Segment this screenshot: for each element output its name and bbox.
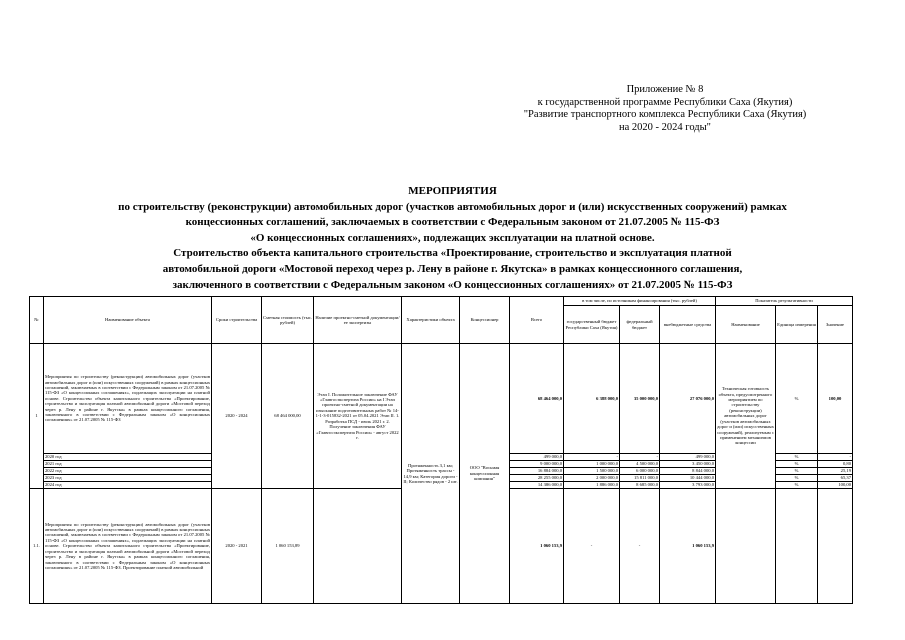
- year-value: 25,19: [818, 468, 853, 475]
- year-extra: 8 844 000,0: [660, 468, 716, 475]
- header-ind-name: Наименование: [716, 306, 776, 344]
- row-total: 1 060 153,9: [510, 489, 564, 604]
- row-state: 6 388 000,0: [564, 344, 620, 454]
- row-name: Мероприятия по строительству (реконструкции) автомобильных дорог (участков автомобильных дорог и (или) искусственных сооружений) в рамках концессионных соглашений, заключаемых в соответствии с Федеральным законом от 21.07.2005 № 115-ФЗ «О концессионных соглашениях», подлежащих эксплуатации на платной основе. Строительство объекта капитального строительства «Проектирование, строительство и эксплуатация платной автомобильной дороги «Мостовой переход через р. Лену в районе г. Якутска» в рамках концессионного соглашения, заключенного в соответствии с Федеральным законом «О концессионных соглашениях» от 21.07.2005 № 115-ФЗ: [44, 344, 212, 454]
- row-ind-name: Техническая готовность объекта, предусмотренного мероприятием по строительству (реконструкции) автомобильных дорог (участков автомобильных дорог и (или) искусственных сооружений), реализуемым с применением механизмов концессии: [716, 344, 776, 489]
- title-line: МЕРОПРИЯТИЯ: [408, 185, 497, 197]
- year-state: -: [564, 454, 620, 461]
- header-value: Значение: [818, 306, 853, 344]
- year-total: 28 255 000,0: [510, 475, 564, 482]
- header-indicators: Показатель результативности: [716, 297, 853, 306]
- year-label: 2020 год: [44, 454, 212, 461]
- row-cost: 68 464 000,00: [262, 344, 314, 489]
- header-chars: Характеристики объекта: [402, 297, 460, 344]
- header-term: Сроки строительства: [212, 297, 262, 344]
- title-line: автомобильной дороги «Мостовой переход через р. Лену в районе г. Якутска» в рамках концессионного соглашения,: [162, 262, 743, 275]
- header-unit: Единица измерения: [776, 306, 818, 344]
- appendix-line: "Развитие транспортного комплекса Республики Саха (Якутия): [523, 109, 807, 120]
- title-line: «О концессионных соглашениях», подлежащих эксплуатации на платной основе.: [250, 231, 655, 244]
- year-label: 2022 год: [44, 468, 212, 475]
- header-docs: Наличие проектно-сметной документации/ее экспертизы: [314, 297, 402, 344]
- header-cost: Сметная стоимость (тыс. рублей): [262, 297, 314, 344]
- year-state: 1 500 000,0: [564, 468, 620, 475]
- header-num: №: [30, 297, 44, 344]
- row-name: Мероприятия по строительству (реконструкции) автомобильных дорог (участков автомобильных дорог и (или) искусственных сооружений) в рамках концессионных соглашений, заключаемых в соответствии с Федеральным законом от 21.07.2005 № 115-ФЗ «О концессионных соглашениях», подлежащих эксплуатации на платной основе. Строительство объекта капитального строительства «Проектирование, строительство и эксплуатация платной автомобильной дороги «Мостовой переход через р. Лену в районе г. Якутска» в рамках концессионного соглашения, заключенного в соответствии с Федеральным законом «О концессионных соглашениях» от 21.07.2005 № 115-ФЗ. Проектирование платной автомобильной: [44, 489, 212, 604]
- year-total: 14 386 000,0: [510, 482, 564, 489]
- year-federal: 6 000 000,0: [620, 468, 660, 475]
- row-federal: 35 000 000,0: [620, 344, 660, 454]
- year-value: 0,80: [818, 461, 853, 468]
- header-sources: в том числе, по источникам финансирования (тыс. рублей): [564, 297, 716, 306]
- appendix-line: к государственной программе Республики Саха (Якутия): [537, 96, 793, 108]
- row-total: 68 464 000,0: [510, 344, 564, 454]
- row-extra: 1 060 153,9: [660, 489, 716, 604]
- year-state: 2 000 000,0: [564, 475, 620, 482]
- year-federal: -: [620, 454, 660, 461]
- year-value: -: [818, 454, 853, 461]
- row-term: 2020 - 2024: [212, 344, 262, 489]
- header-total: Всего: [510, 297, 564, 344]
- row-federal: -: [620, 489, 660, 604]
- year-federal: 15 811 000,0: [620, 475, 660, 482]
- year-value: 65,37: [818, 475, 853, 482]
- title-line: заключенного в соответствии с Федеральным законом «О концессионных соглашениях» от 21.07.2005 № 115-ФЗ: [172, 278, 733, 291]
- title-line: по строительству (реконструкции) автомобильных дорог (участков автомобильных дорог и (или) искусственных сооружений) рамках: [118, 200, 787, 213]
- year-extra: 10 444 000,0: [660, 475, 716, 482]
- header-extra: внебюджетные средства: [660, 306, 716, 344]
- row-ind-name-empty: [716, 489, 776, 604]
- header-concessionaire: Концессионер: [460, 297, 510, 344]
- year-extra: 499 000,0: [660, 454, 716, 461]
- row-extra: 27 076 000,0: [660, 344, 716, 454]
- year-federal: 4 500 000,0: [620, 461, 660, 468]
- year-unit: %: [776, 468, 818, 475]
- year-label: 2023 год: [44, 475, 212, 482]
- row-term: 2020 - 2021: [212, 489, 262, 604]
- row-concessionaire: ООО "Восьмая концессионная компания": [460, 344, 510, 604]
- row-unit-empty: [776, 489, 818, 604]
- year-total: 9 000 000,0: [510, 461, 564, 468]
- year-unit: %: [776, 482, 818, 489]
- header-federal: федеральный бюджет: [620, 306, 660, 344]
- title-line: концессионных соглашений, заключаемых в соответствии с Федеральным законом от 21.07.2005 № 115-ФЗ: [185, 216, 720, 229]
- measures-table: [29, 296, 853, 604]
- row-state: -: [564, 489, 620, 604]
- row-chars: Протяженность 3,1 км; Протяженность трассы - 14,9 км; Категория дороги - II; Количество рядов - 2 шт.: [402, 344, 460, 604]
- year-unit: %: [776, 454, 818, 461]
- year-unit: %: [776, 475, 818, 482]
- row-value: 100,00: [818, 344, 853, 454]
- header-state: государственный бюджет Республики Саха (Якутия): [564, 306, 620, 344]
- table-row: [30, 344, 853, 454]
- year-label: 2024 год: [44, 482, 212, 489]
- appendix-line: на 2020 - 2024 годы": [619, 121, 711, 133]
- year-total: 16 884 000,0: [510, 468, 564, 475]
- row-num: 1.1.: [30, 489, 44, 604]
- year-total: 499 000,0: [510, 454, 564, 461]
- year-label: 2021 год: [44, 461, 212, 468]
- year-state: 1 000 000,0: [564, 461, 620, 468]
- year-extra: 3 450 000,0: [660, 461, 716, 468]
- header-name: Наименование объекта: [44, 297, 212, 344]
- row-cost: 1 060 153,89: [262, 489, 314, 604]
- year-extra: 3 793 000,0: [660, 482, 716, 489]
- row-value-empty: [818, 489, 853, 604]
- row-unit: %: [776, 344, 818, 454]
- year-state: 1 886 000,0: [564, 482, 620, 489]
- year-unit: %: [776, 461, 818, 468]
- year-federal: 8 685 000,0: [620, 482, 660, 489]
- title-line: Строительство объекта капитального строительства «Проектирование, строительство и эксплуатация платной: [173, 247, 732, 260]
- row-docs: Этап I. Положительное заключение ФАУ «Главгосэкспертиза России» на I Этап проектно-сметной документации на изыскание подготовительных работ № 14-1-1-3-015832-2021 от 05.04.2021 Этап II. 1. Разработка ПСД - июль 2021 г. 2. Получение заключения ФАУ «Главгосэкспертиза России» - август 2022 г.: [314, 344, 402, 489]
- row-num: 1: [30, 344, 44, 489]
- year-value: 100,00: [818, 482, 853, 489]
- document-title: [30, 184, 875, 293]
- row-docs-empty: [314, 489, 402, 604]
- appendix-line: Приложение № 8: [626, 84, 704, 95]
- appendix-header: [470, 84, 860, 134]
